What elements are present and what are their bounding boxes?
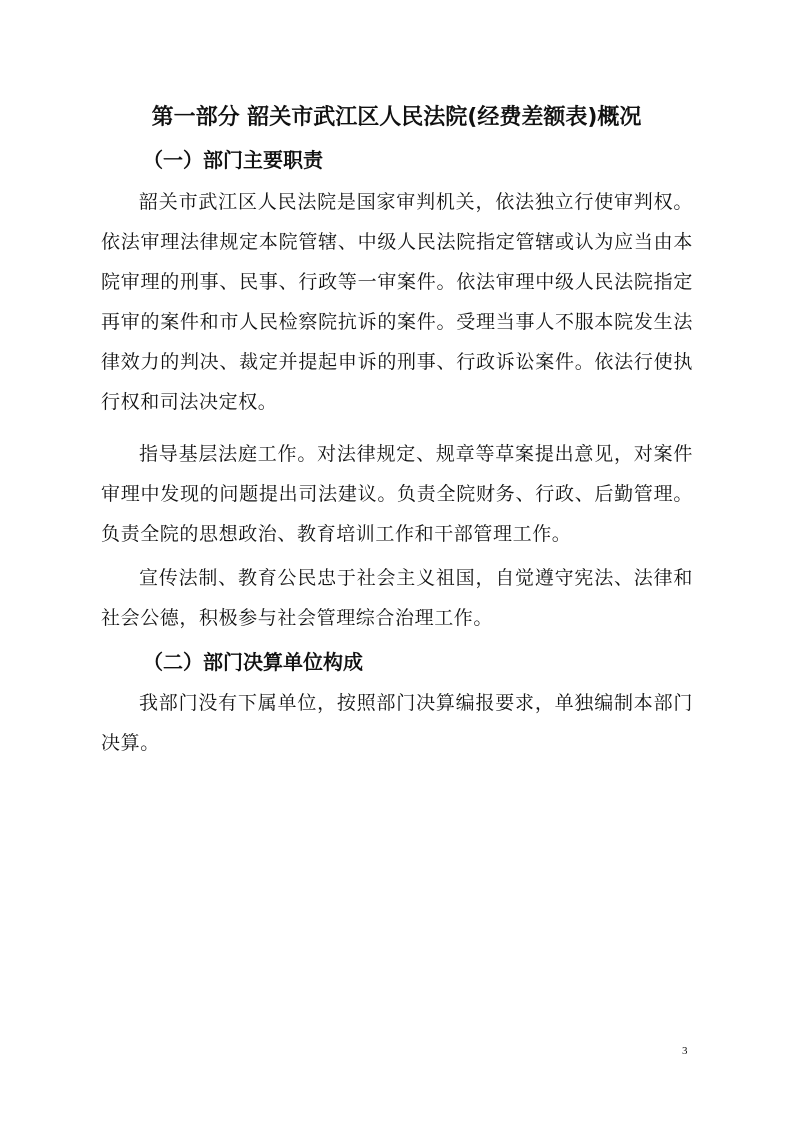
paragraph-duties-3: 宣传法制、教育公民忠于社会主义祖国，自觉遵守宪法、法律和社会公德，积极参与社会管理综合治理工作。 (101, 567, 693, 629)
page-number: 3 (682, 1045, 688, 1057)
page-title: 第一部分 韶关市武江区人民法院(经费差额表)概况 (151, 105, 642, 130)
section-heading-units: （二）部门决算单位构成 (143, 650, 363, 674)
section-heading-duties: （一）部门主要职责 (143, 148, 323, 172)
paragraph-duties-1: 韶关市武江区人民法院是国家审判机关，依法独立行使审判权。依法审理法律规定本院管辖、中级人民法院指定管辖或认为应当由本院审理的刑事、民事、行政等一审案件。依法审理中级人民法院指定再审的案件和市人民检察院抗诉的案件。受理当事人不服本院发生法律效力的判决、裁定并提起申诉的刑事、行政诉讼案件。依法行使执行权和司法决定权。 (101, 191, 693, 413)
paragraph-duties-2: 指导基层法庭工作。对法律规定、规章等草案提出意见，对案件审理中发现的问题提出司法建议。负责全院财务、行政、后勤管理。负责全院的思想政治、教育培训工作和干部管理工作。 (101, 443, 693, 545)
paragraph-units-1: 我部门没有下属单位，按照部门决算编报要求，单独编制本部门决算。 (101, 692, 693, 754)
